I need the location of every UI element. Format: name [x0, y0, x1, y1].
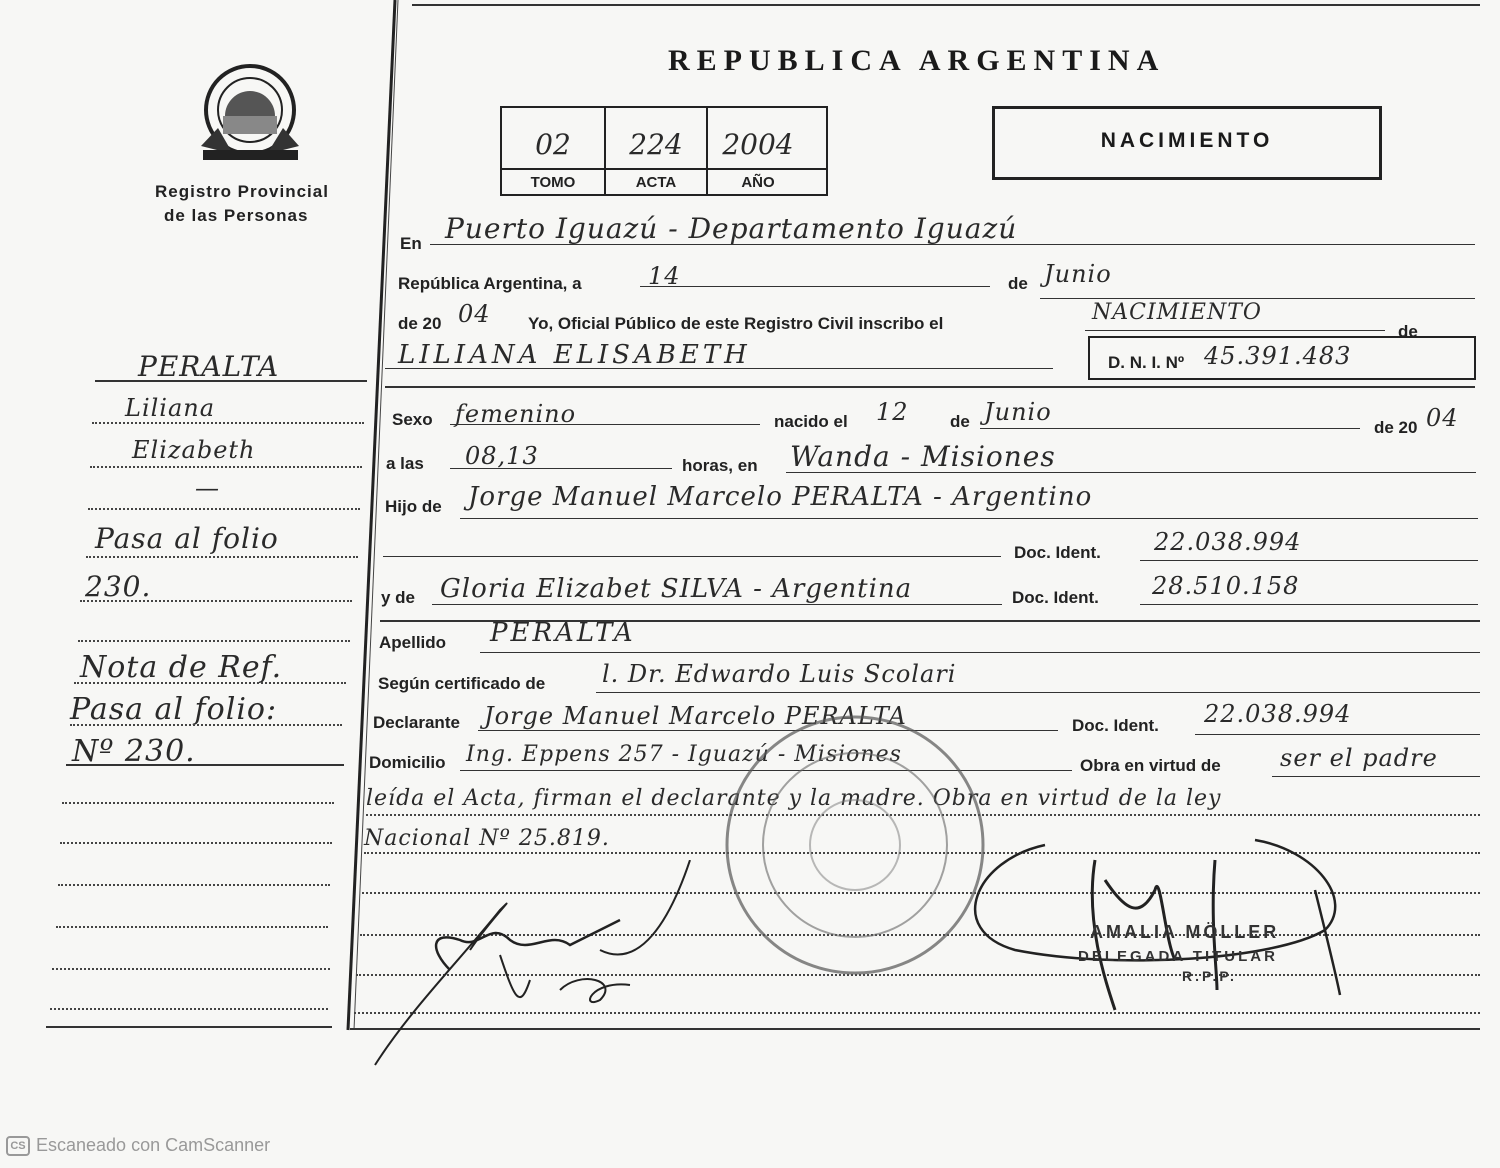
domicilio-label: Domicilio [369, 753, 446, 772]
day-value: 14 [648, 262, 681, 290]
yde-label: y de [381, 588, 416, 607]
divider [60, 842, 332, 844]
nacido-de20-label: de 20 [1374, 418, 1418, 437]
obra-label: Obra en virtud de [1080, 756, 1221, 775]
dni-box [1088, 336, 1476, 380]
year-value: 04 [458, 300, 491, 328]
divider [1140, 560, 1478, 561]
nacido-month: Junio [984, 398, 1052, 426]
alas-label: a las [386, 454, 424, 473]
declarant-signature-icon [370, 860, 710, 1070]
officer-name: AMALIA MÖLLER [1090, 922, 1280, 942]
divider [78, 640, 350, 642]
certificado-value: l. Dr. Edwardo Luis Scolari [602, 660, 957, 688]
divider [1195, 734, 1480, 735]
en-value: Puerto Iguazú - Departamento Iguazú [445, 212, 1018, 245]
domicilio-value: Ing. Eppens 257 - Iguazú - Misiones [466, 742, 902, 767]
republica-label: República Argentina, a [398, 274, 582, 293]
declarante-value: Jorge Manuel Marcelo PERALTA [484, 702, 907, 730]
de20-label: de 20 [398, 314, 442, 333]
divider [1140, 604, 1478, 605]
sidebar-surname: PERALTA [138, 350, 280, 383]
madre-doc: 28.510.158 [1152, 572, 1300, 600]
divider [460, 518, 1478, 519]
madre-value: Gloria Elizabet SILVA - Argentina [440, 574, 913, 604]
divider [86, 556, 358, 558]
sidebar-folio-note-2: 230. [85, 570, 152, 603]
sidebar-ref-note-3: Nº 230. [72, 734, 196, 769]
divider [596, 692, 1480, 693]
horas-label: horas, en [682, 456, 758, 475]
divider [50, 1008, 328, 1010]
nacido-label: nacido el [774, 412, 848, 431]
declarante-doc: 22.038.994 [1204, 700, 1352, 728]
nacido-de-label: de [950, 412, 970, 431]
divider [74, 682, 346, 684]
sidebar-ref-note-2: Pasa al folio: [70, 692, 278, 727]
nacido-year: 04 [1426, 404, 1459, 432]
dni-label: D. N. I. Nº [1108, 353, 1185, 372]
divider [95, 380, 367, 382]
divider [92, 422, 364, 424]
divider [1040, 298, 1475, 299]
scanner-watermark: Escaneado con CamScanner [36, 1135, 271, 1155]
dni-value: 45.391.483 [1204, 342, 1352, 370]
top-border [412, 4, 1480, 6]
nacido-day: 12 [876, 398, 909, 426]
padre-doc-label: Doc. Ident. [1014, 543, 1101, 562]
observation-line-1: leída el Acta, firman el declarante y la madre. Obra en virtud de la ley [366, 786, 1222, 811]
record-type-box [992, 106, 1382, 180]
sidebar-folio-note-1: Pasa al folio [95, 522, 279, 555]
officer-org: R.P.P. [1182, 968, 1237, 984]
name-value: LILIANA ELISABETH [398, 340, 751, 370]
observation-line-2: Nacional Nº 25.819. [364, 826, 610, 851]
divider [56, 926, 328, 928]
month-value: Junio [1044, 260, 1112, 288]
official-seal-icon [720, 710, 990, 980]
divider [450, 424, 760, 425]
oficial-label: Yo, Oficial Público de este Registro Civil inscribo el [528, 314, 944, 333]
apellido-value: PERALTA [490, 618, 636, 648]
divider [430, 244, 1475, 245]
sidebar [0, 0, 370, 1040]
divider [432, 604, 1002, 605]
madre-doc-label: Doc. Ident. [1012, 588, 1099, 607]
divider [88, 508, 360, 510]
sidebar-given-name-2: Elizabeth [132, 436, 256, 464]
ano-label: AÑO [741, 174, 775, 191]
divider [80, 600, 352, 602]
divider [786, 472, 1476, 473]
divider [450, 468, 672, 469]
apellido-label: Apellido [379, 633, 447, 652]
divider [46, 1026, 332, 1028]
officer-signature-icon [955, 820, 1355, 1020]
divider [90, 466, 362, 468]
divider [62, 802, 334, 804]
page-title: REPUBLICA ARGENTINA [668, 44, 1166, 77]
hijo-label: Hijo de [385, 497, 442, 516]
divider [1085, 330, 1385, 331]
inscribe-value: NACIMIENTO [1092, 300, 1262, 325]
provincial-emblem-icon [193, 58, 308, 166]
padre-doc: 22.038.994 [1154, 528, 1302, 556]
ano-value: 2004 [722, 128, 794, 161]
scanner-logo-icon: CS [6, 1136, 30, 1156]
divider [480, 652, 1480, 653]
sidebar-given-name-1: Liliana [125, 394, 216, 422]
record-type: NACIMIENTO [1100, 129, 1274, 152]
tomo-label: TOMO [530, 174, 576, 191]
sidebar-ref-note-1: Nota de Ref. [80, 650, 283, 685]
divider [66, 764, 344, 766]
sexo-value: femenino [455, 400, 577, 428]
divider [980, 428, 1360, 429]
tomo-value: 02 [535, 128, 571, 161]
divider [385, 368, 1053, 369]
declarante-doc-label: Doc. Ident. [1072, 716, 1159, 735]
sidebar-dash: — [195, 474, 220, 502]
de-label: de [1008, 274, 1028, 293]
acta-value: 224 [629, 128, 683, 161]
registry-title: Registro Provincial [155, 182, 329, 201]
padre-value: Jorge Manuel Marcelo PERALTA - Argentino [468, 482, 1093, 512]
divider [58, 884, 330, 886]
declarante-label: Declarante [373, 713, 460, 732]
divider [640, 286, 990, 287]
lugar-value: Wanda - Misiones [790, 440, 1056, 473]
officer-role: DELEGADA TITULAR [1078, 948, 1278, 965]
obra-value: ser el padre [1280, 744, 1438, 772]
sexo-label: Sexo [392, 410, 433, 429]
de-suffix: de [1398, 322, 1418, 341]
en-label: En [400, 234, 422, 253]
divider [70, 724, 342, 726]
registry-subtitle: de las Personas [164, 206, 309, 225]
divider [1272, 776, 1480, 777]
divider [52, 968, 330, 970]
acta-label: ACTA [635, 174, 677, 191]
divider [385, 386, 1475, 388]
divider [383, 556, 1001, 557]
tomo-acta-ano-box [500, 106, 828, 196]
certificado-label: Según certificado de [378, 674, 546, 693]
hora-value: 08,13 [465, 442, 539, 470]
